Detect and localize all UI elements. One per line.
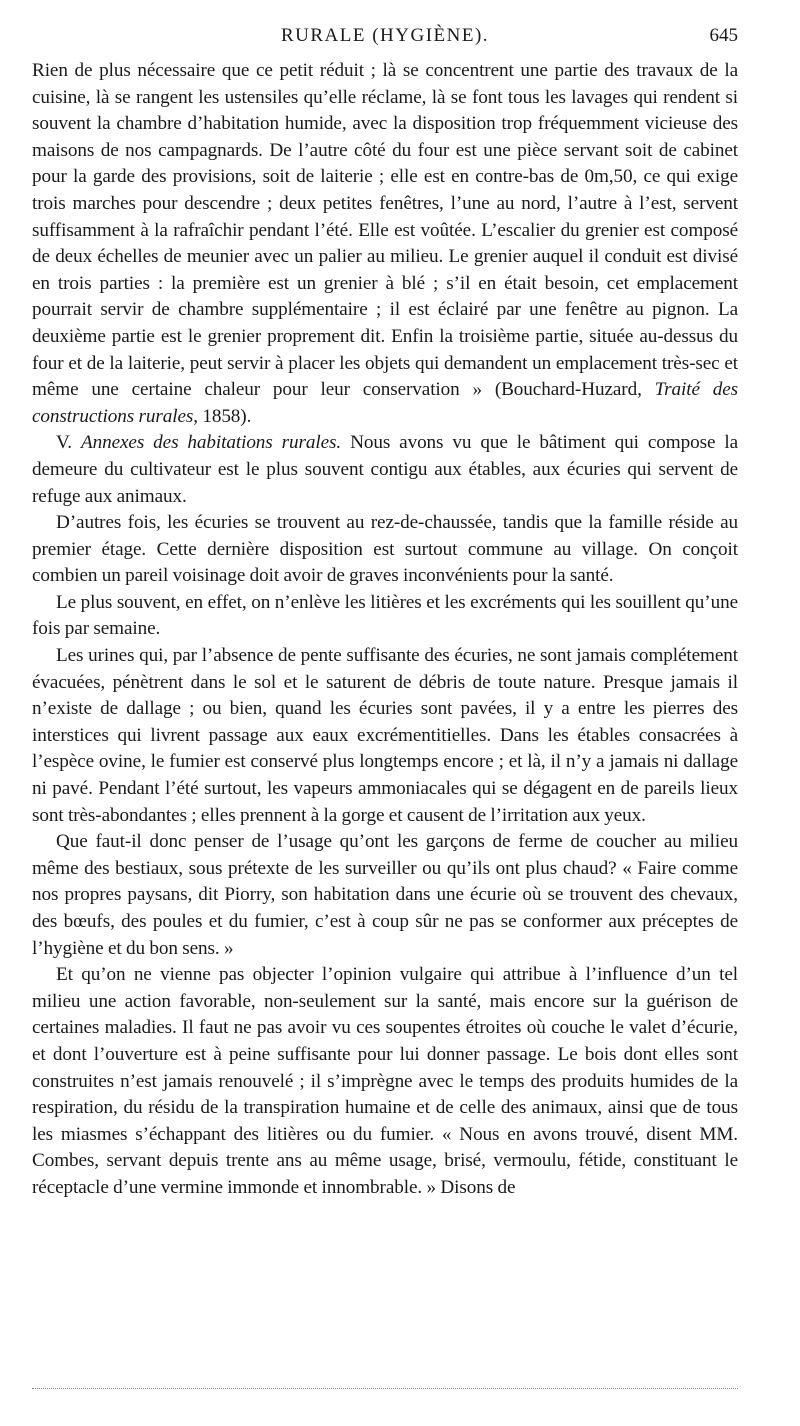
paragraph-text: Les urines qui, par l’absence de pente suffisante des écuries, ne sont jamais complétement évacuées, pénètrent dans le sol et le saturent de débris de toute nature. Presque jamais il n’existe de dallage ; ou bien, quand les écuries sont pavées, il y a entre les pierres des interstices qui livrent passage aux eaux excrémentitielles. Dans les étables consacrées à l’espèce ovine, le fumier est conservé plus longtemps encore ; et là, il n’y a jamais ni dallage ni pavé. Pendant l’été surtout, les vapeurs ammoniacales qui se dégagent en de pareils lieux sont très-abondantes ; elles prennent à la gorge et causent de l’irritation aux yeux.	[32, 645, 738, 826]
paragraph	[32, 510, 738, 590]
paragraph-text: V.	[56, 432, 81, 454]
paragraph	[32, 590, 738, 643]
paragraph	[32, 58, 738, 430]
paragraph-text: Nous avons vu que le bâtiment qui compose la demeure du cultivateur est le plus souvent contigu aux étables, aux écuries qui servent de refuge aux animaux.	[32, 432, 738, 507]
running-head	[32, 22, 738, 50]
page-number: 645	[709, 25, 738, 46]
italic-text: Annexes des habitations rurales.	[80, 432, 342, 454]
paragraph	[32, 829, 738, 962]
body-text	[32, 58, 738, 1202]
running-title: RURALE (HYGIÈNE).	[280, 25, 490, 46]
paragraph-text: Rien de plus nécessaire que ce petit réduit ; là se concentrent une partie des travaux de la cuisine, là se rangent les ustensiles qu’elle réclame, là se font tous les lavages qui rendent si souvent la chambre d’habitation humide, avec la disposition trop fréquemment vicieuse des maisons de nos campagnards. De l’autre côté du four est une pièce servant soit de cabinet pour la garde des provisions, soit de laiterie ; elle est en contre-bas de 0m,50, ce qui exige trois marches pour descendre ; deux petites fenêtres, l’une au nord, l’autre à l’est, servent suffisamment à la rafraîchir pendant l’été. Elle est voûtée. L’escalier du grenier est composé de deux échelles de meunier avec un palier au milieu. Le grenier auquel il conduit est divisé en trois parties : la première est un grenier à blé ; s’il en était besoin, cet emplacement pourrait servir de chambre supplémentaire ; il est éclairé par une fenêtre au pignon. La deuxième partie est le grenier proprement dit. Enfin la troisième partie, située au-dessus du four et de la laiterie, peut servir à placer les objets qui demandent un emplacement très-sec et même une certaine chaleur pour leur conservation » (Bouchard-Huzard,	[32, 60, 738, 401]
paragraph	[32, 430, 738, 510]
paragraph-text: D’autres fois, les écuries se trouvent au rez-de-chaussée, tandis que la famille réside au premier étage. Cette dernière disposition est surtout commune au village. On conçoit combien un pareil voisinage doit avoir de graves inconvénients pour la santé.	[32, 512, 738, 587]
paragraph-text: Et qu’on ne vienne pas objecter l’opinion vulgaire qui attribue à l’influence d’un tel milieu une action favorable, non-seulement sur la santé, mais encore sur la guérison de certaines maladies. Il faut ne pas avoir vu ces soupentes étroites où couche le valet d’écurie, et dont l’ouverture est à peine suffisante pour lui donner passage. Le bois dont elles sont construites n’est jamais renouvelé ; il s’imprègne avec le temps des produits humides de la respiration, du résidu de la transpiration humaine et de celle des animaux, ainsi que de tous les miasmes s’échappant des litières ou du fumier. « Nous en avons trouvé, disent MM. Combes, servant depuis trente ans au même usage, brisé, vermoulu, fétide, constituant le réceptacle d’une vermine immonde et innombrable. » Disons de	[32, 964, 738, 1198]
paragraph	[32, 962, 738, 1201]
paragraph-text: , 1858).	[193, 405, 252, 427]
paragraph-text: Le plus souvent, en effet, on n’enlève les litières et les excréments qui les souillent qu’une fois par semaine.	[32, 591, 738, 640]
paragraph	[32, 643, 738, 829]
paragraph-text: Que faut-il donc penser de l’usage qu’ont les garçons de ferme de coucher au milieu même des bestiaux, sous prétexte de les surveiller ou qu’ils ont plus chaud? « Faire comme nos propres paysans, dit Piorry, son habitation dans une écurie où se trouvent des chevaux, des bœufs, des poules et du fumier, c’est à coup sûr ne pas se conformer aux préceptes de l’hygiène et du bon sens. »	[32, 831, 738, 959]
italic-text: Traité des constructions rurales	[32, 379, 738, 427]
footer-dotted-rule	[32, 1388, 738, 1389]
